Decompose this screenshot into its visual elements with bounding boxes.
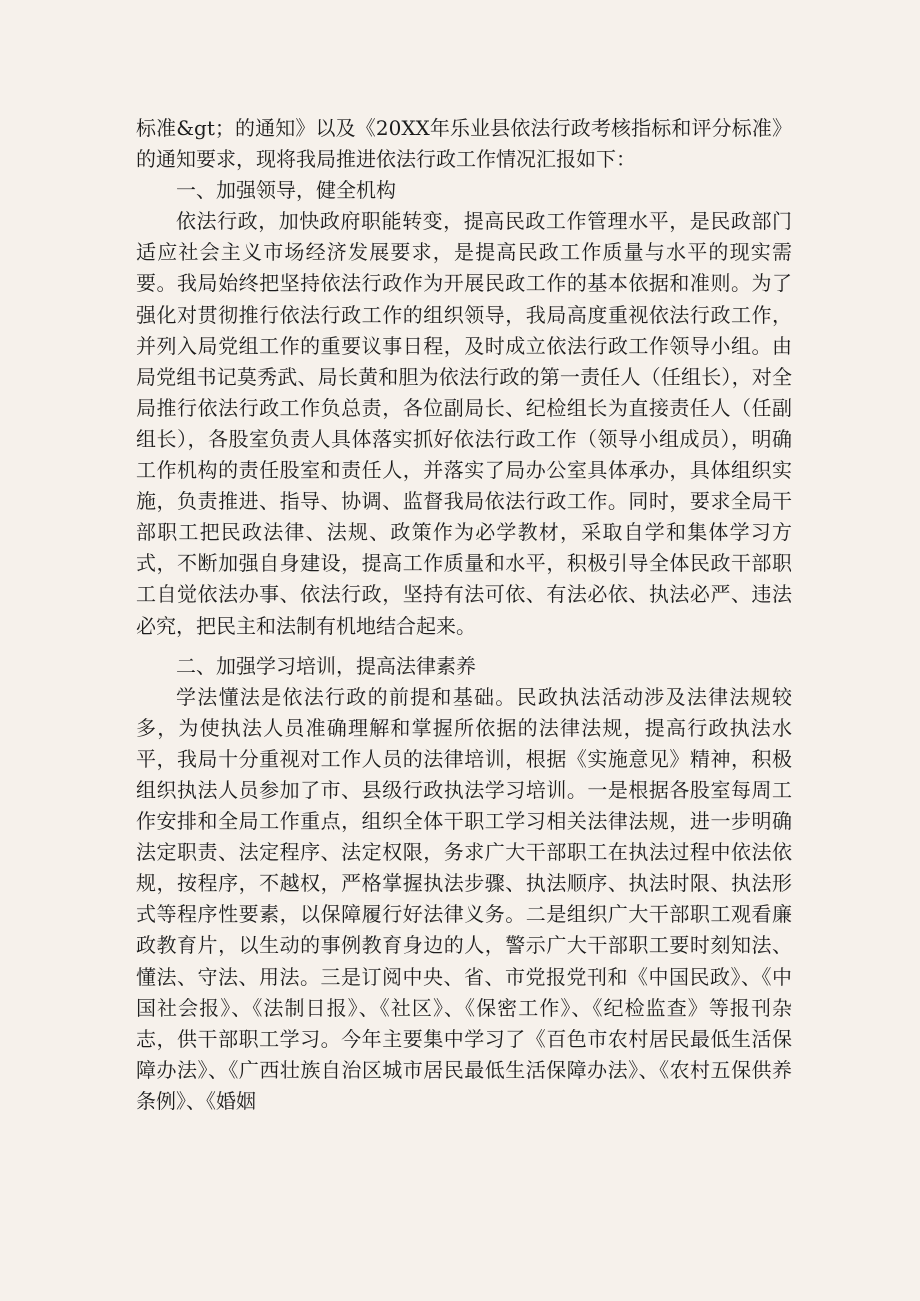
- paragraph-section-1: 依法行政，加快政府职能转变，提高民政工作管理水平，是民政部门适应社会主义市场经济发展要求，是提高民政工作质量与水平的现实需要。我局始终把坚持依法行政作为开展民政工作的基本依据和准则。为了强化对贯彻推行依法行政工作的组织领导，我局高度重视依法行政工作，并列入局党组工作的重要议事日程，及时成立依法行政工作领导小组。由局党组书记莫秀武、局长黄和胆为依法行政的第一责任人（任组长），对全局推行依法行政工作负总责，各位副局长、纪检组长为直接责任人（任副组长），各股室负责人具体落实抓好依法行政工作（领导小组成员），明确工作机构的责任股室和责任人，并落实了局办公室具体承办，具体组织实施，负责推进、指导、协调、监督我局依法行政工作。同时，要求全局干部职工把民政法律、法规、政策作为必学教材，采取自学和集体学习方式，不断加强自身建设，提高工作质量和水平，积极引导全体民政干部职工自觉依法办事、依法行政，坚持有法可依、有法必依、执法必严、违法必究，把民主和法制有机地结合起来。: [136, 209, 792, 638]
- document-body: [136, 113, 792, 1117]
- paragraph-intro: 标准&gt；的通知》以及《20XX年乐业县依法行政考核指标和评分标准》的通知要求，现将我局推进依法行政工作情况汇报如下：: [136, 116, 792, 172]
- section-heading-1: 一、加强领导，健全机构: [176, 178, 396, 203]
- paragraph-section-2: 学法懂法是依法行政的前提和基础。民政执法活动涉及法律法规较多，为使执法人员准确理解和掌握所依据的法律法规，提高行政执法水平，我局十分重视对工作人员的法律培训，根据《实施意见》精神，积极组织执法人员参加了市、县级行政执法学习培训。一是根据各股室每周工作安排和全局工作重点，组织全体干职工学习相关法律法规，进一步明确法定职责、法定程序、法定权限，务求广大干部职工在执法过程中依法依规，按程序，不越权，严格掌握执法步骤、执法顺序、执法时限、执法形式等程序性要素，以保障履行好法律义务。二是组织广大干部职工观看廉政教育片，以生动的事例教育身边的人，警示广大干部职工要时刻知法、懂法、守法、用法。三是订阅中央、省、市党报党刊和《中国民政》、《中国社会报》、《法制日报》、《社区》、《保密工作》、《纪检监查》等报刊杂志，供干部职工学习。今年主要集中学习了《百色市农村居民最低生活保障办法》、《广西壮族自治区城市居民最低生活保障办法》、《农村五保供养条例》、《婚姻: [136, 684, 792, 1113]
- section-heading-2: 二、加强学习培训，提高法律素养: [176, 653, 476, 678]
